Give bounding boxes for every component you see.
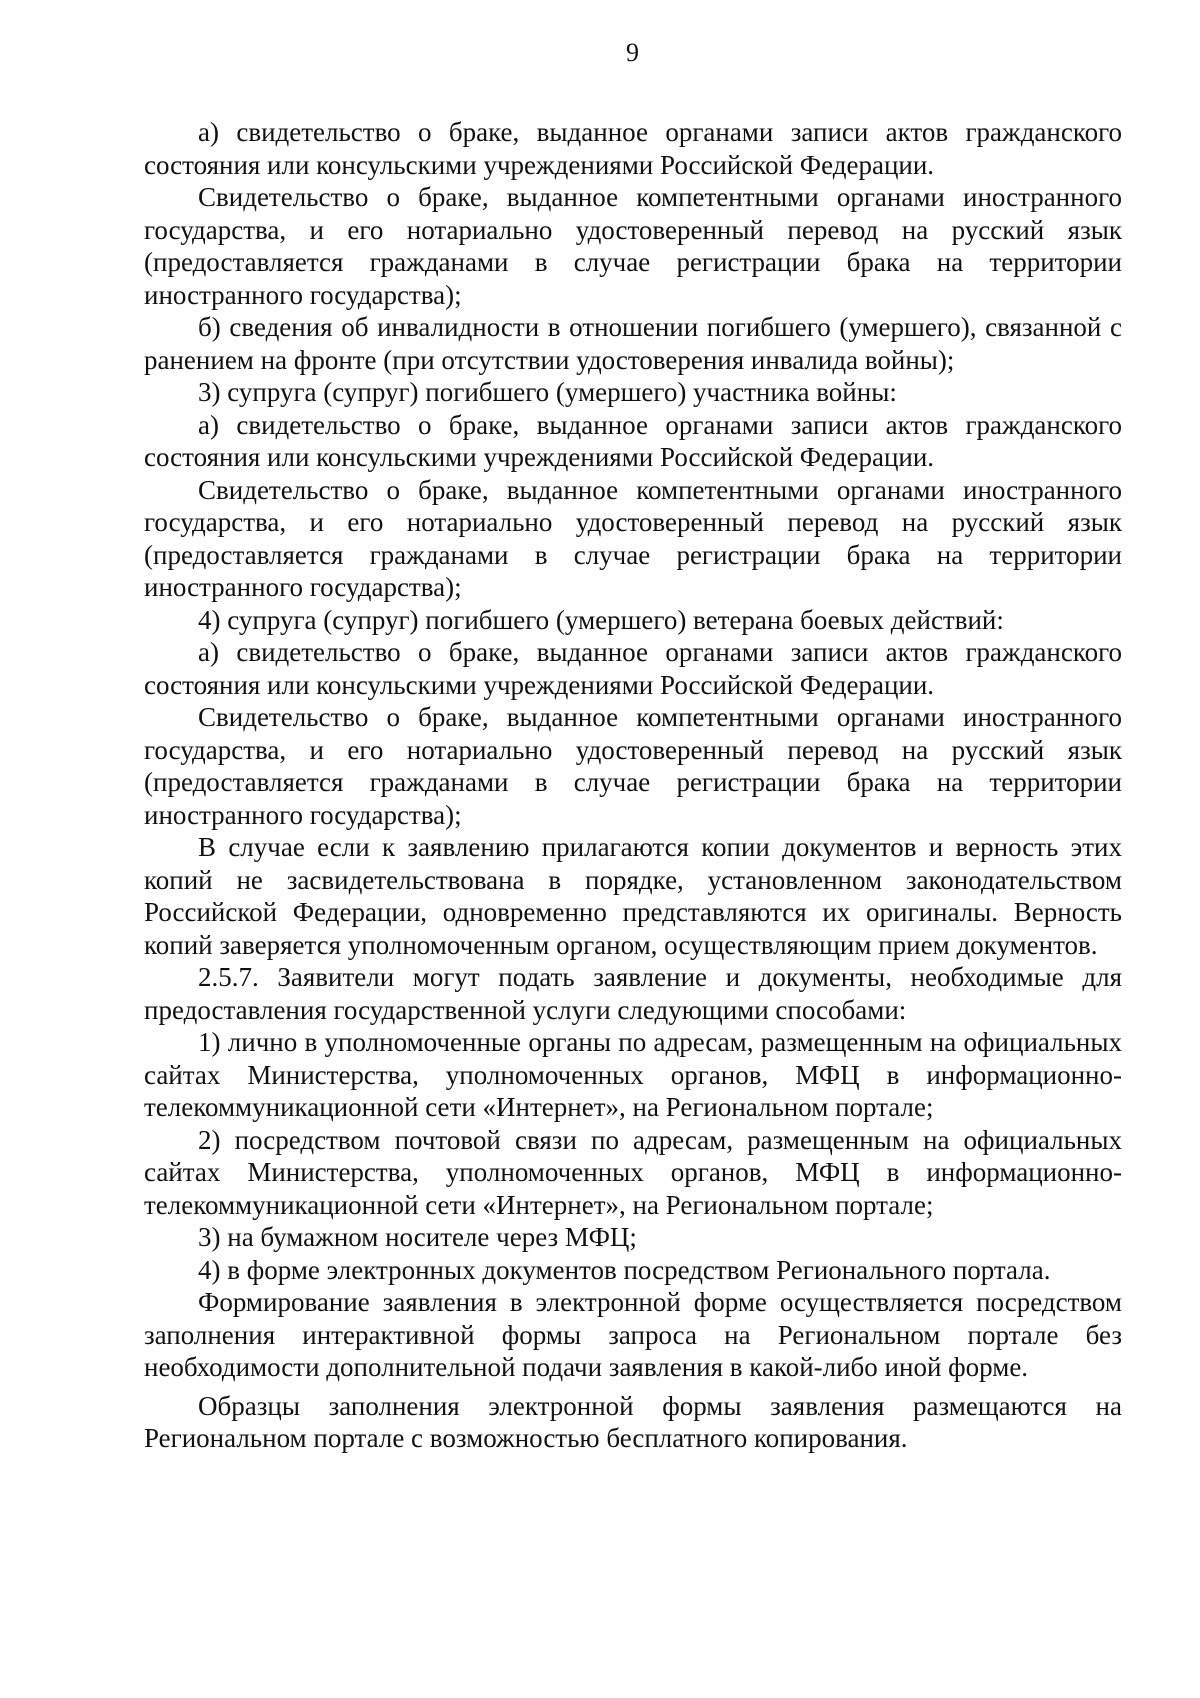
paragraph-method-1-in-person: 1) лично в уполномоченные органы по адресам, размещенным на официальных сайтах Министерства, уполномоченных органов, МФЦ в информационно-телекоммуникационной сети «Интернет», на Региональном портале;: [144, 1027, 1122, 1122]
paragraph-foreign-marriage-certificate: Свидетельство о браке, выданное компетентными органами иностранного государства, и его нотариально удостоверенный перевод на русский язык (предоставляется гражданами в случае регистрации брака на территории иностранного государства);: [144, 182, 1122, 310]
paragraph-form-samples: Образцы заполнения электронной формы заявления размещаются на Региональном портале с возможностью бесплатного копирования.: [144, 1390, 1122, 1453]
paragraph-1b-disability-info: б) сведения об инвалидности в отношении погибшего (умершего), связанной с ранением на фронте (при отсутствии удостоверения инвалида войны);: [144, 312, 1122, 375]
paragraph-document-copies: В случае если к заявлению прилагаются копии документов и верность этих копий не засвидетельствована в порядке, установленном законодательством Российской Федерации, одновременно представляются их оригиналы. Верность копий заверяется уполномоченным органом, осуществляющим прием документов.: [144, 832, 1122, 960]
paragraph-electronic-form: Формирование заявления в электронной форме осуществляется посредством заполнения интерактивной формы запроса на Региональном портале без необходимости дополнительной подачи заявления в какой-либо иной форме.: [144, 1287, 1122, 1382]
paragraph-4a-marriage-certificate: а) свидетельство о браке, выданное органами записи актов гражданского состояния или консульскими учреждениями Российской Федерации.: [144, 637, 1122, 700]
paragraph-4-foreign-marriage-certificate: Свидетельство о браке, выданное компетентными органами иностранного государства, и его нотариально удостоверенный перевод на русский язык (предоставляется гражданами в случае регистрации брака на территории иностранного государства);: [144, 702, 1122, 830]
document-body: [144, 116, 1122, 1455]
paragraph-1a-marriage-certificate: а) свидетельство о браке, выданное органами записи актов гражданского состояния или консульскими учреждениями Российской Федерации.: [144, 117, 1122, 180]
paragraph-4-spouse-combat-veteran: 4) супруга (супруг) погибшего (умершего) ветерана боевых действий:: [198, 604, 1004, 635]
page-number: 9: [626, 38, 639, 67]
paragraph-method-3-paper-mfc: 3) на бумажном носителе через МФЦ;: [198, 1222, 637, 1252]
paragraph-3-spouse-war-participant: 3) супруга (супруг) погибшего (умершего) участника войны:: [198, 377, 897, 407]
paragraph-method-4-electronic: 4) в форме электронных документов посредством Регионального портала.: [198, 1254, 1051, 1285]
paragraph-3-foreign-marriage-certificate: Свидетельство о браке, выданное компетентными органами иностранного государства, и его нотариально удостоверенный перевод на русский язык (предоставляется гражданами в случае регистрации брака на территории иностранного государства);: [144, 474, 1122, 602]
paragraph-method-2-postal: 2) посредством почтовой связи по адресам, размещенным на официальных сайтах Министерства, уполномоченных органов, МФЦ в информационно-телекоммуникационной сети «Интернет», на Региональном портале;: [144, 1124, 1122, 1220]
paragraph-2-5-7-submission-methods: 2.5.7. Заявители могут подать заявление и документы, необходимые для предоставления государственной услуги следующими способами:: [144, 962, 1122, 1025]
paragraph-3a-marriage-certificate: а) свидетельство о браке, выданное органами записи актов гражданского состояния или консульскими учреждениями Российской Федерации.: [144, 409, 1122, 472]
